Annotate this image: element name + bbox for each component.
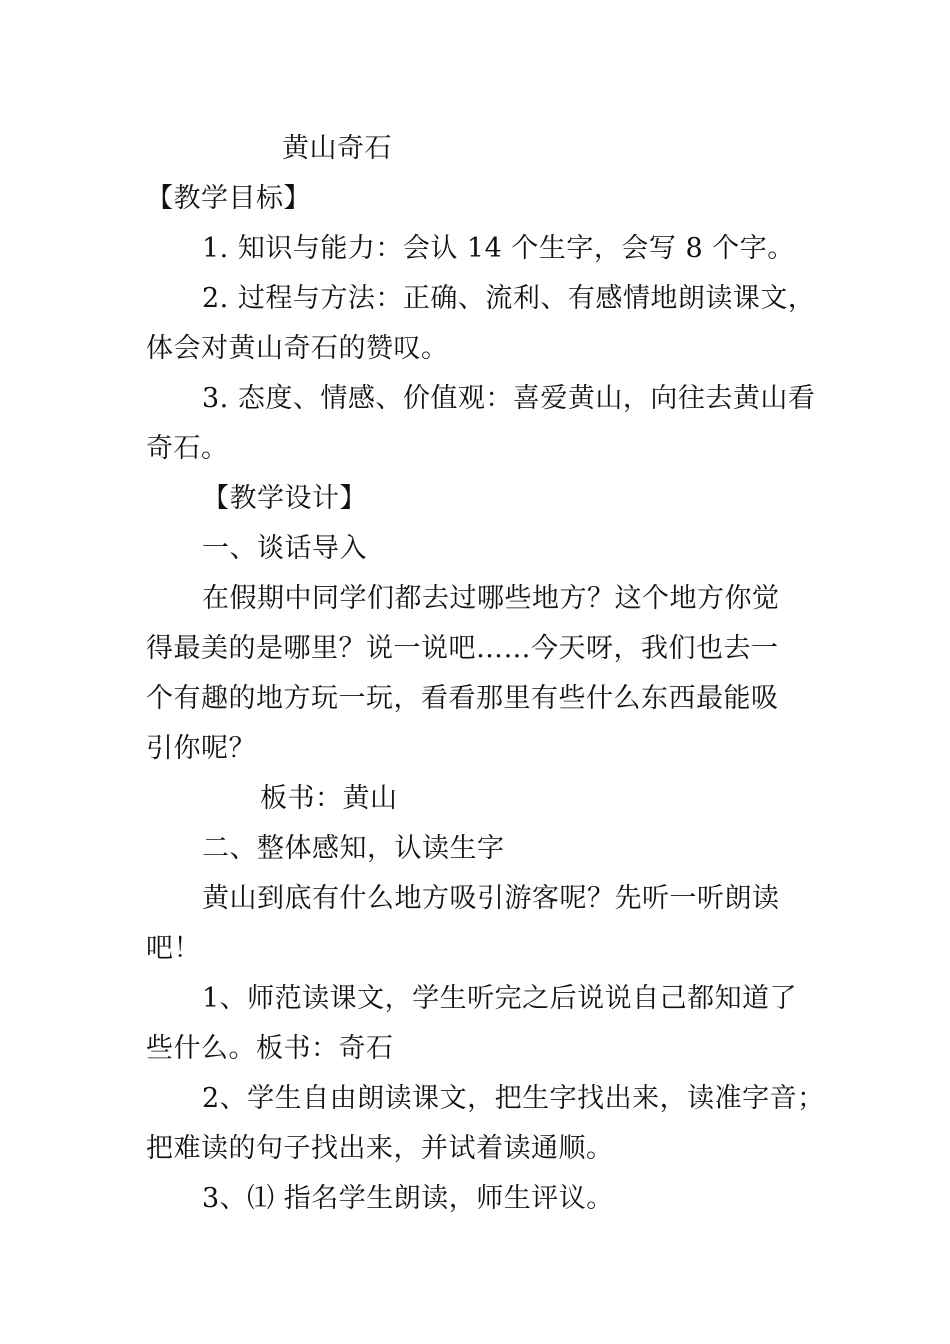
objective-2-line-2: 体会对黄山奇石的赞叹。 <box>146 333 449 364</box>
intro-line-1: 在假期中同学们都去过哪些地方？这个地方你觉 <box>202 583 780 614</box>
step-2-line-1: 2、学生自由朗读课文，把生字找出来，读准字音； <box>202 1083 825 1114</box>
intro-line-4: 引你呢？ <box>146 733 256 764</box>
objective-2-line-1: 2. 过程与方法：正确、流利、有感情地朗读课文， <box>202 283 816 314</box>
section-2-heading: 二、整体感知，认读生字 <box>202 833 505 864</box>
perceive-line-2: 吧！ <box>146 933 201 964</box>
intro-line-3: 个有趣的地方玩一玩，看看那里有些什么东西最能吸 <box>146 683 779 714</box>
step-3-line: 3、⑴ 指名学生朗读，师生评议。 <box>202 1183 614 1214</box>
board-note-1: 板书：黄山 <box>260 783 398 814</box>
section-1-heading: 一、谈话导入 <box>202 533 367 564</box>
document-title: 黄山奇石 <box>282 133 392 164</box>
objective-3-line-2: 奇石。 <box>146 433 229 464</box>
intro-line-2: 得最美的是哪里？说一说吧……今天呀，我们也去一 <box>146 633 779 664</box>
step-2-line-2: 把难读的句子找出来，并试着读通顺。 <box>146 1133 614 1164</box>
perceive-line-1: 黄山到底有什么地方吸引游客呢？先听一听朗读 <box>202 883 780 914</box>
step-1-line-2: 些什么。板书：奇石 <box>146 1033 394 1064</box>
objective-3-line-1: 3. 态度、情感、价值观：喜爱黄山，向往去黄山看 <box>202 383 816 414</box>
objective-1: 1. 知识与能力：会认 14 个生字，会写 8 个字。 <box>202 233 795 264</box>
step-1-line-1: 1、师范读课文，学生听完之后说说自己都知道了 <box>202 983 798 1014</box>
objectives-heading: 【教学目标】 <box>146 183 311 214</box>
design-heading: 【教学设计】 <box>202 483 367 514</box>
